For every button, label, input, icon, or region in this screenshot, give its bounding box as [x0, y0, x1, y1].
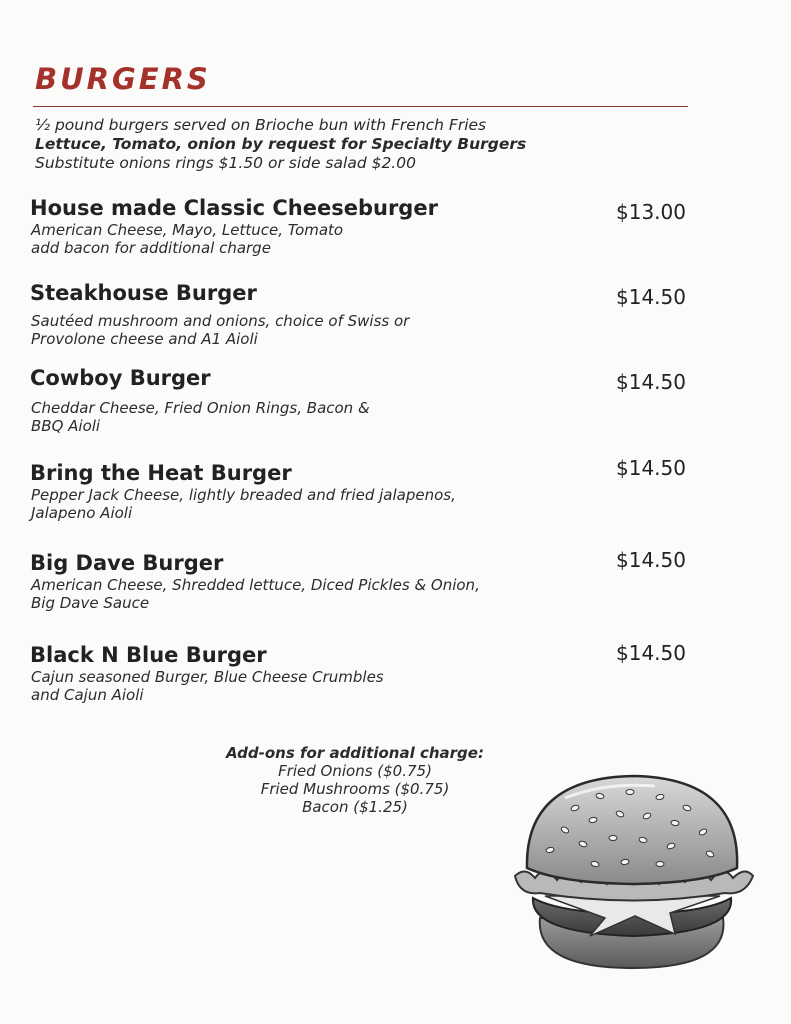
item-price: $14.50: [616, 370, 686, 394]
item-price: $13.00: [616, 200, 686, 224]
section-divider: [33, 106, 688, 107]
item-price: $14.50: [616, 641, 686, 665]
menu-item: [30, 365, 700, 435]
addons-block: [200, 744, 510, 816]
intro-line-1: ½ pound burgers served on Brioche bun with French Fries: [35, 116, 487, 134]
item-price: $14.50: [616, 548, 686, 572]
item-description-line-1: American Cheese, Mayo, Lettuce, Tomato: [31, 221, 344, 239]
item-price: $14.50: [616, 456, 686, 480]
item-name: Steakhouse Burger: [30, 281, 257, 305]
intro-line-2: Lettuce, Tomato, onion by request for Specialty Burgers: [35, 135, 527, 153]
section-title: BURGERS: [35, 62, 211, 96]
item-description-line-2: add bacon for additional charge: [31, 239, 271, 257]
item-name: Cowboy Burger: [30, 366, 211, 390]
item-description-line-1: Cheddar Cheese, Fried Onion Rings, Bacon &: [31, 399, 370, 417]
addon-item: Fried Mushrooms ($0.75): [260, 780, 450, 798]
item-name: Bring the Heat Burger: [30, 461, 292, 485]
item-description-line-1: Pepper Jack Cheese, lightly breaded and fried jalapenos,: [31, 486, 456, 504]
item-name: Big Dave Burger: [30, 551, 224, 575]
menu-item: [30, 460, 700, 522]
addon-item: Bacon ($1.25): [302, 798, 408, 816]
item-description-line-2: Big Dave Sauce: [31, 594, 150, 612]
intro-text: [35, 116, 675, 173]
item-description-line-1: Sautéed mushroom and onions, choice of Swiss or: [31, 312, 410, 330]
menu-item: [30, 195, 700, 257]
item-name: House made Classic Cheeseburger: [30, 196, 438, 220]
item-description-line-2: Provolone cheese and A1 Aioli: [31, 330, 258, 348]
intro-line-3: Substitute onions rings $1.50 or side salad $2.00: [35, 154, 416, 172]
menu-item: [30, 550, 700, 612]
item-description-line-1: Cajun seasoned Burger, Blue Cheese Crumbles: [31, 668, 384, 686]
item-price: $14.50: [616, 285, 686, 309]
addons-title: Add-ons for additional charge:: [226, 744, 484, 762]
menu-item: [30, 642, 700, 704]
item-description-line-2: BBQ Aioli: [31, 417, 101, 435]
burger-illustration-icon: [505, 768, 760, 973]
item-name: Black N Blue Burger: [30, 643, 267, 667]
item-description-line-1: American Cheese, Shredded lettuce, Diced Pickles & Onion,: [31, 576, 480, 594]
item-description-line-2: Jalapeno Aioli: [31, 504, 133, 522]
menu-item: [30, 280, 700, 348]
addon-item: Fried Onions ($0.75): [278, 762, 432, 780]
item-description-line-2: and Cajun Aioli: [31, 686, 144, 704]
